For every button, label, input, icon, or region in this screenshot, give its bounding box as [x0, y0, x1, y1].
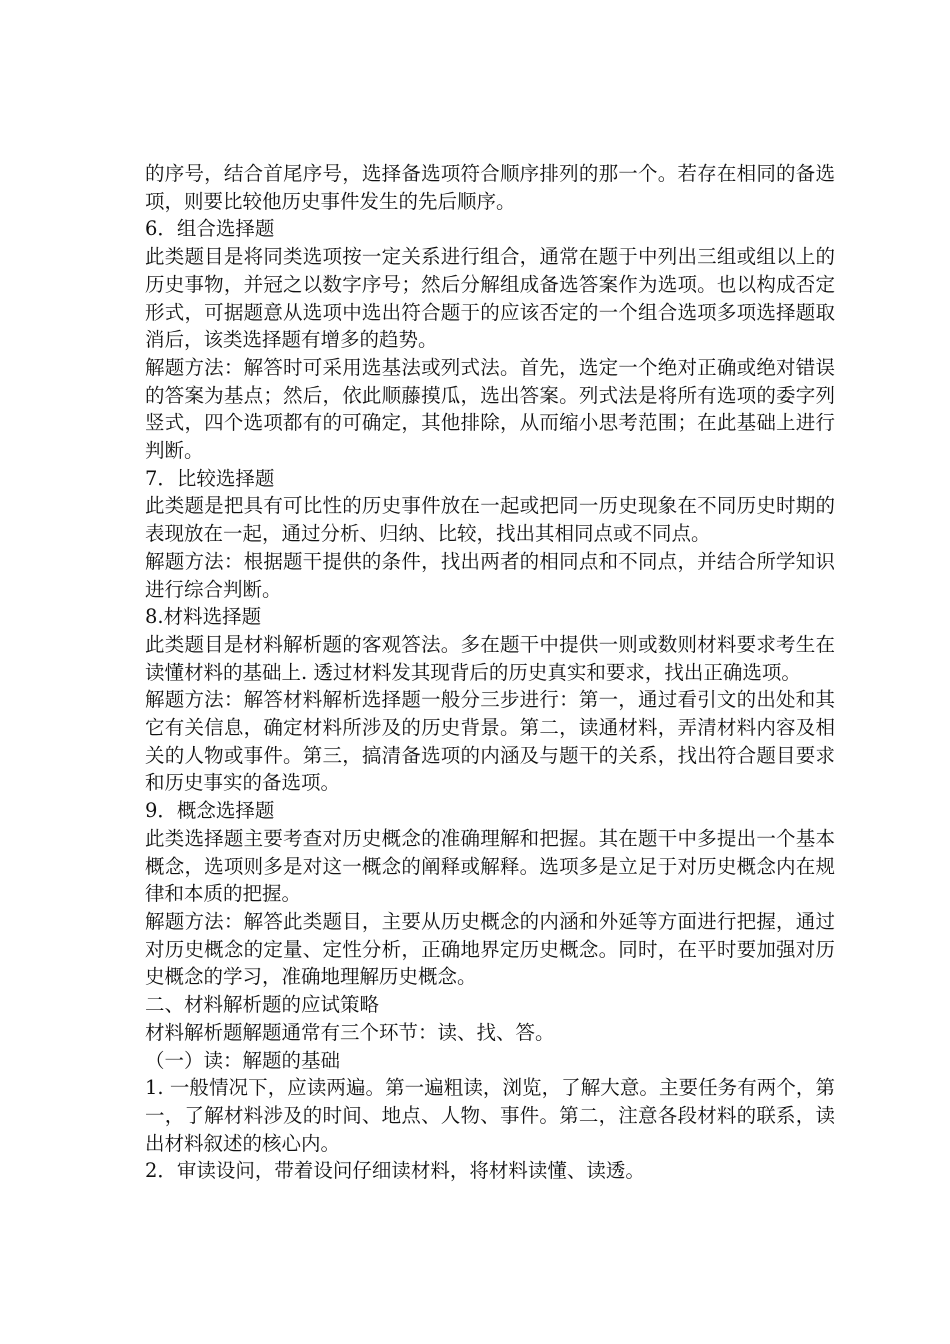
- paragraph-sequence-continuation: 的序号，结合首尾序号，选择备选项符合顺序排列的那一个。若存在相同的备选项，则要比较他历史事件发生的先后顺序。: [145, 162, 835, 213]
- paragraph-material-method: 解题方法：解答材料解析选择题一般分三步进行：第一，通过看引文的出处和其它有关信息，确定材料所涉及的历史背景。第二，读通材料，弄清材料内容及相关的人物或事件。第三，搞清备选项的内涵及与题干的关系，找出符合题目要求和历史事实的备选项。: [145, 688, 835, 795]
- heading-material-analysis-strategy: 二、材料解析题的应试策略: [145, 993, 380, 1017]
- heading-material-choice: 8.材料选择题: [145, 605, 262, 629]
- document-body: [145, 160, 835, 1185]
- paragraph-read-questions: 2．审读设问，带着设问仔细读材料，将材料读懂、读透。: [145, 1159, 645, 1183]
- heading-combination-choice: 6．组合选择题: [145, 217, 275, 241]
- heading-comparison-choice: 7．比较选择题: [145, 466, 275, 490]
- paragraph-combination-description: 此类题目是将同类选项按一定关系进行组合，通常在题于中列出三组或组以上的历史事物，并冠之以数字序号；然后分解组成备选答案作为选项。也以构成否定形式，可据题意从选项中选出符合题于的应该否定的一个组合选项多项选择题取消后，该类选择题有增多的趋势。: [145, 245, 835, 352]
- paragraph-three-steps: 材料解析题解题通常有三个环节：读、找、答。: [145, 1020, 555, 1044]
- paragraph-comparison-description: 此类题是把具有可比性的历史事件放在一起或把同一历史现象在不同历史时期的表现放在一起，通过分析、归纳、比较，找出其相同点或不同点。: [145, 494, 835, 546]
- heading-concept-choice: 9．概念选择题: [145, 799, 275, 823]
- paragraph-comparison-method: 解题方法：根据题干提供的条件，找出两者的相同点和不同点，并结合所学知识进行综合判断。: [145, 549, 835, 601]
- paragraph-concept-method: 解题方法：解答此类题目，主要从历史概念的内涵和外延等方面进行把握，通过对历史概念的定量、定性分析，正确地界定历史概念。同时，在平时要加强对历史概念的学习，准确地理解历史概念。: [145, 909, 835, 989]
- paragraph-read-twice: 1. 一般情况下，应读两遍。第一遍粗读，浏览，了解大意。主要任务有两个，第一，了解材料涉及的时间、地点、人物、事件。第二，注意各段材料的联系，读出材料叙述的核心内。: [145, 1076, 835, 1155]
- paragraph-combination-method: 解题方法：解答时可采用选基法或列式法。首先，选定一个绝对正确或绝对错误的答案为基点；然后，依此顺藤摸瓜，选出答案。列式法是将所有选项的委字列竖式，四个选项都有的可确定，其他排除，从而缩小思考范围；在此基础上进行判断。: [145, 355, 835, 463]
- paragraph-concept-description: 此类选择题主要考查对历史概念的准确理解和把握。其在题干中多提出一个基本概念，选项则多是对这一概念的阐释或解释。选项多是立足于对历史概念内在规律和本质的把握。: [145, 826, 835, 906]
- paragraph-material-description: 此类题目是材料解析题的客观答法。多在题干中提供一则或数则材料要求考生在读懂材料的基础上. 透过材料发其现背后的历史真实和要求，找出正确选项。: [145, 632, 835, 684]
- heading-read-basis: （一）读：解题的基础: [145, 1048, 341, 1072]
